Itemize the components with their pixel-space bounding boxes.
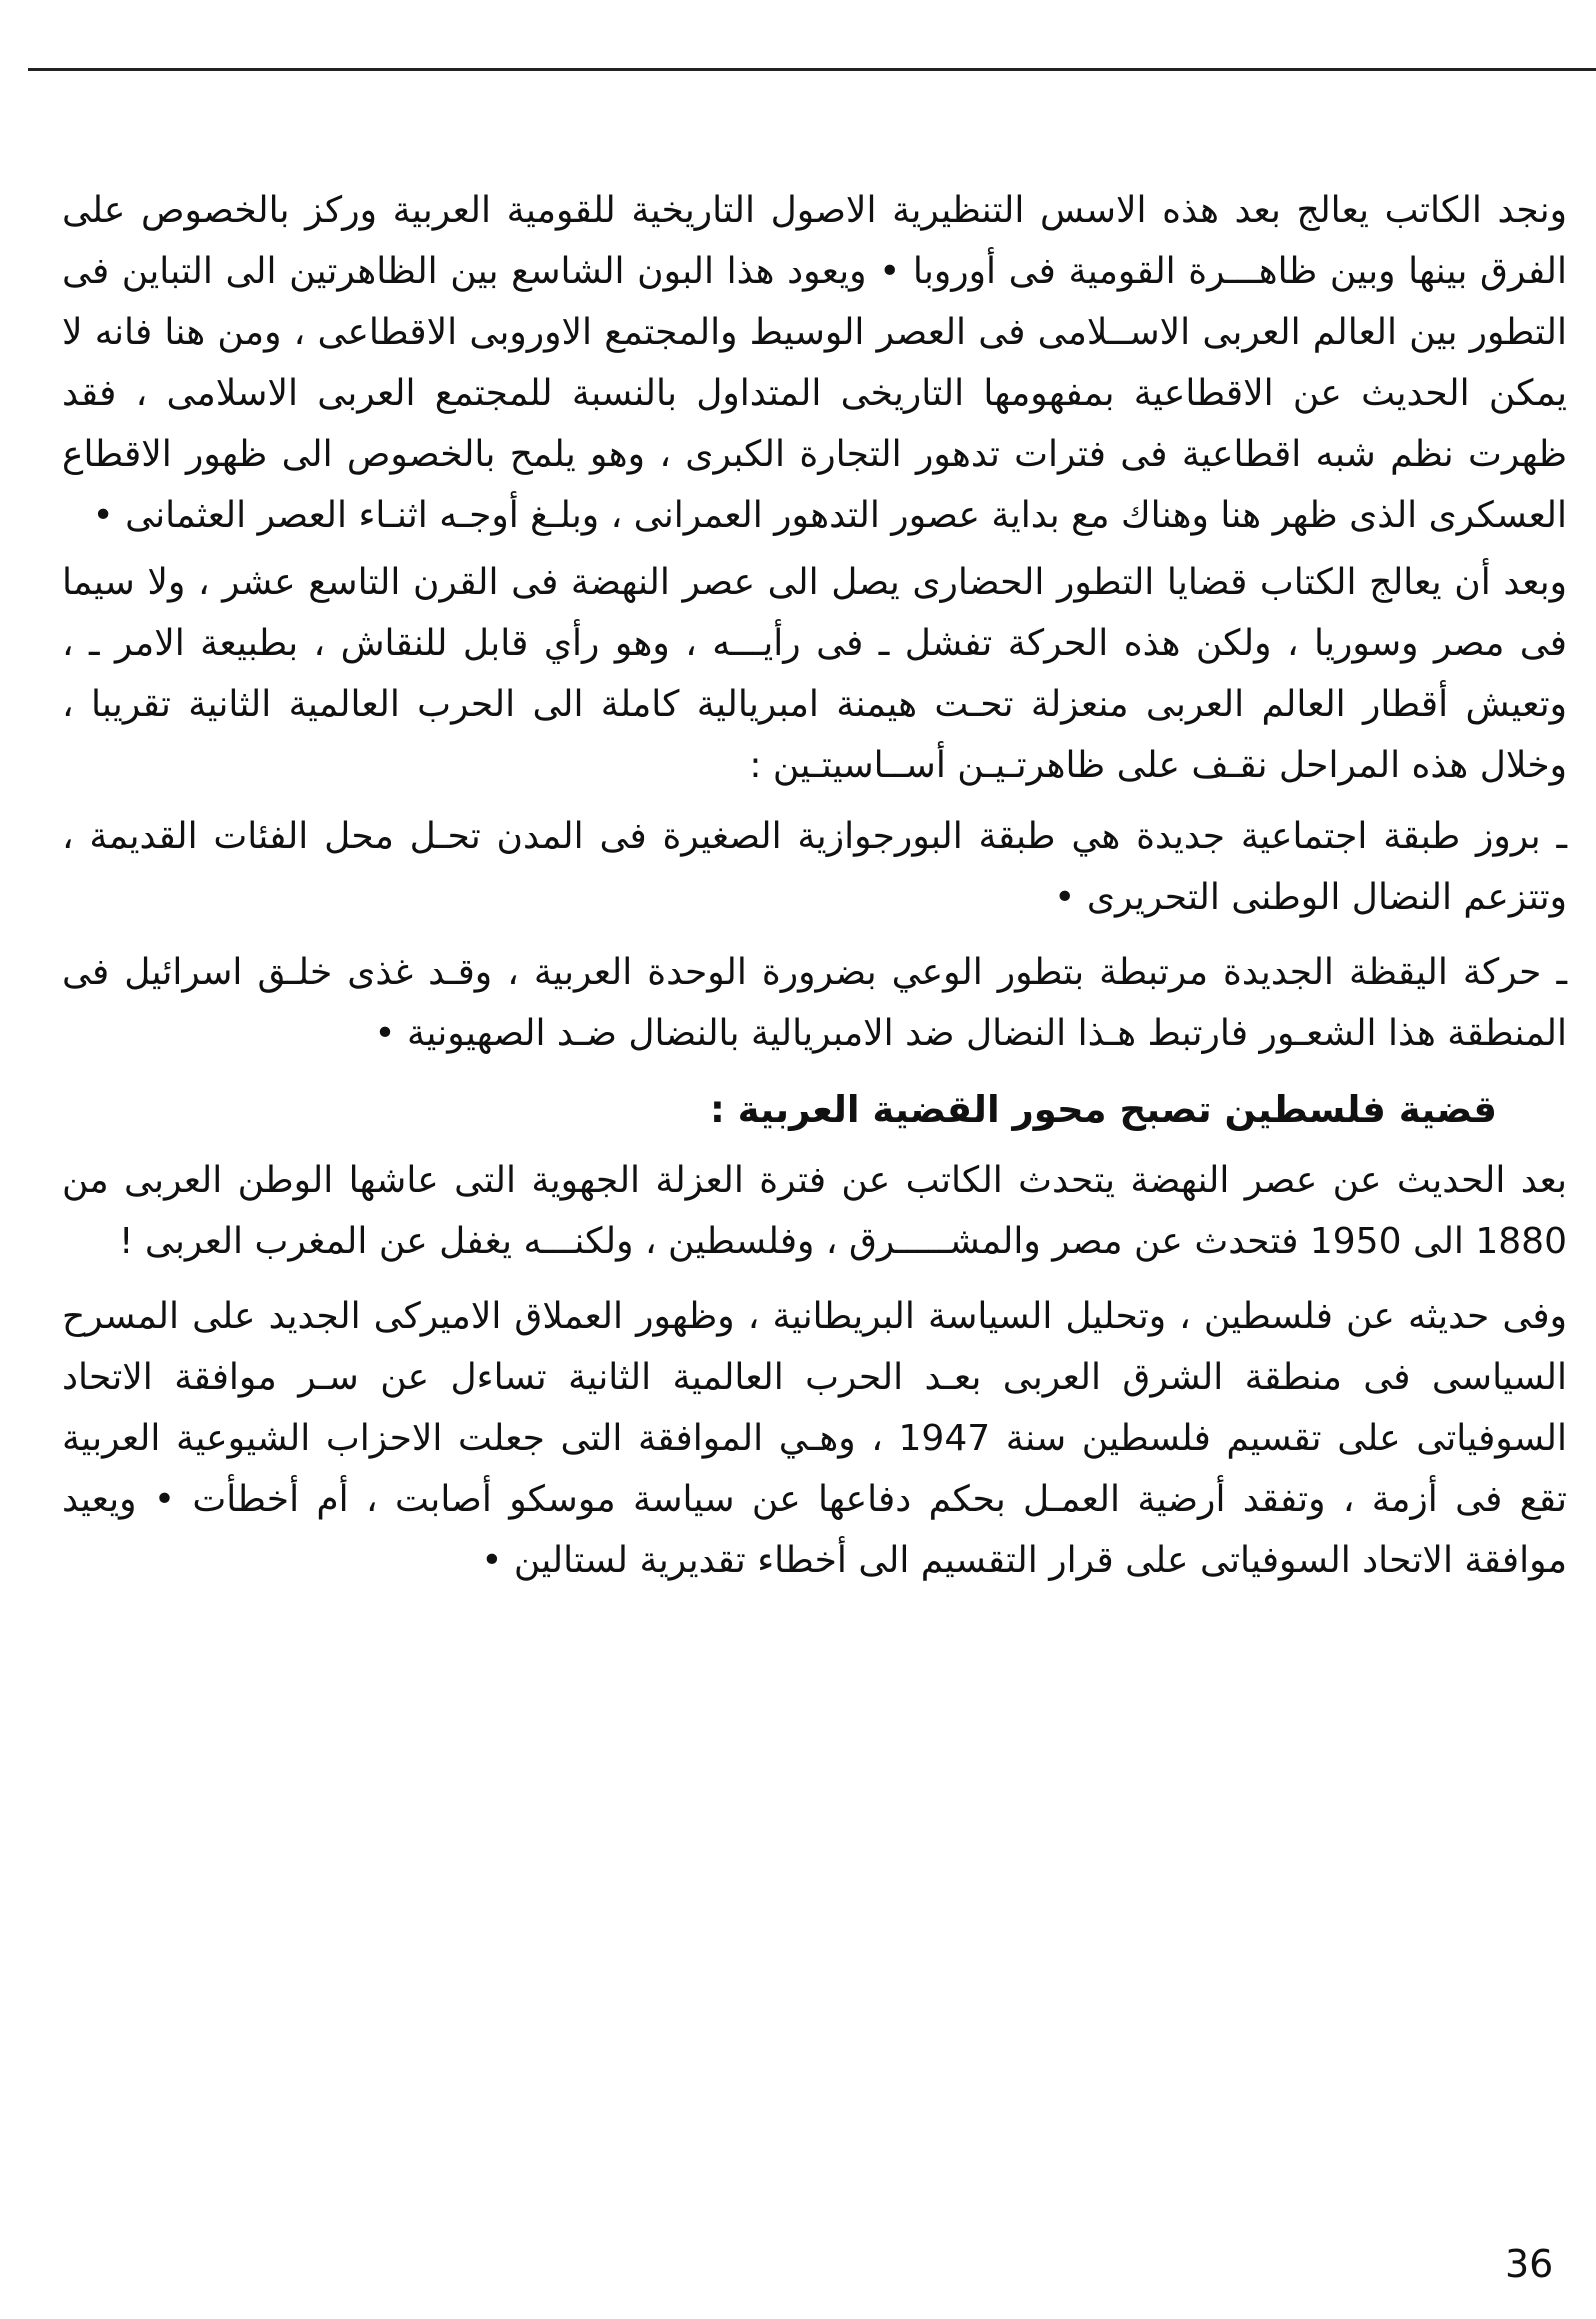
- bullet-petty-bourgeoisie: ـ بروز طبقة اجتماعية جديدة هي طبقة البورجوازية الصغيرة فى المدن تحـل محل الفئات القديمة ، وتتزعم النضال الوطنى التحريرى •: [62, 816, 1567, 918]
- top-rule: [28, 68, 1596, 71]
- page-body: [62, 180, 1567, 1591]
- paragraph-arab-nationalism-origins: ونجد الكاتب يعالج بعد هذه الاسس التنظيرية الاصول التاريخية للقومية العربية وركز بالخصوص على الفرق بينها وبين ظاهـــرة القومية فى أوروبا • ويعود هذا البون الشاسع بين الظاهرتين الى التباين فى التطور بين العالم العربى الاســلامى فى العصر الوسيط والمجتمع الاوروبى الاقطاعى ، ومن هنا فانه لا يمكن الحديث عن الاقطاعية بمفهومها التاريخى المتداول بالنسبة للمجتمع العربى الاسلامى ، فقد ظهرت نظم شبه اقطاعية فى فترات تدهور التجارة الكبرى ، وهو يلمح بالخصوص الى ظهور الاقطاع العسكرى الذى ظهر هنا وهناك مع بداية عصور التدهور العمرانى ، وبلـغ أوجـه اثنـاء العصر العثمانى •: [62, 190, 1567, 536]
- paragraph-renaissance-era: وبعد أن يعالج الكتاب قضايا التطور الحضارى يصل الى عصر النهضة فى القرن التاسع عشر ، ولا سيما فى مصر وسوريا ، ولكن هذه الحركة تفشل ـ فى رأيـــه ، وهو رأي قابل للنقاش ، بطبيعة الامر ـ ، وتعيش أقطار العالم العربى منعزلة تحـت هيمنة امبريالية كاملة الى الحرب العالمية الثانية تقريبا ، وخلال هذه المراحل نقـف على ظاهرتـيـن أســاسيتـين :: [62, 562, 1567, 786]
- section-heading-palestine: قضية فلسطين تصبح محور القضية العربية :: [709, 1088, 1497, 1131]
- paragraph-regional-isolation: بعد الحديث عن عصر النهضة يتحدث الكاتب عن فترة العزلة الجهوية التى عاشها الوطن العربى من 1880 الى 1950 فتحدث عن مصر والمشـــــرق ، وفلسطين ، ولكنـــه يغفل عن المغرب العربى !: [62, 1160, 1567, 1262]
- bullet-awakening-movement: ـ حركة اليقظة الجديدة مرتبطة بتطور الوعي بضرورة الوحدة العربية ، وقـد غذى خلـق اسرائيل فى المنطقة هذا الشعـور فارتبط هـذا النضال ضد الامبريالية بالنضال ضـد الصهيونية •: [62, 952, 1567, 1054]
- paragraph-soviet-partition-stance: وفى حديثه عن فلسطين ، وتحليل السياسة البريطانية ، وظهور العملاق الاميركى الجديد على المسرح السياسى فى منطقة الشرق العربى بعـد الحرب العالمية الثانية تساءل عن سـر موافقة الاتحاد السوفياتى على تقسيم فلسطين سنة 1947 ، وهـي الموافقة التى جعلت الاحزاب الشيوعية العربية تقع فى أزمة ، وتفقد أرضية العمـل بحكم دفاعها عن سياسة موسكو أصابت ، أم أخطأت • ويعيد موافقة الاتحاد السوفياتى على قرار التقسيم الى أخطاء تقديرية لستالين •: [62, 1296, 1567, 1581]
- page-number: 36: [1505, 2242, 1554, 2286]
